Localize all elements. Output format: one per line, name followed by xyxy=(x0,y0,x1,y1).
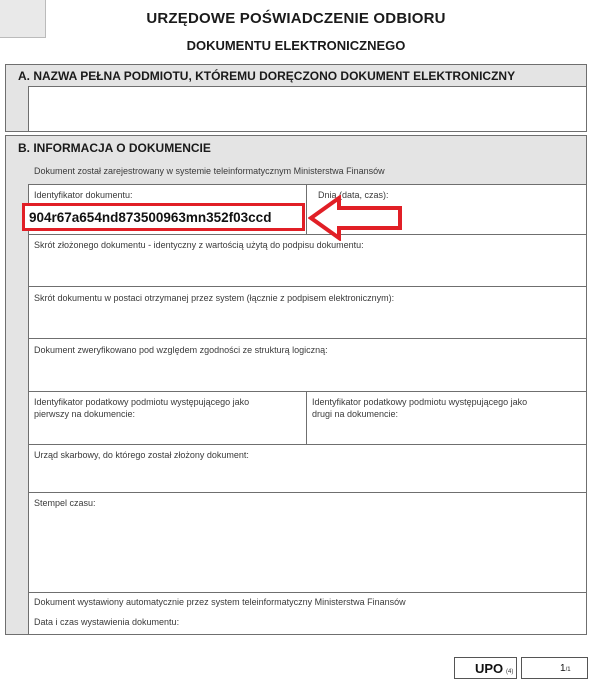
page-number xyxy=(560,663,571,674)
divider xyxy=(306,391,307,444)
taxid-first-label xyxy=(34,396,249,420)
issued-date-label: Data i czas wystawienia dokumentu: xyxy=(34,617,180,627)
date-label: Dnia (data, czas): xyxy=(318,190,389,200)
section-a-label: A. NAZWA PEŁNA PODMIOTU, KTÓREMU DORĘCZONO DOKUMENT ELEKTRONICZNY xyxy=(18,69,516,83)
divider xyxy=(29,286,586,287)
registered-text: Dokument został zarejestrowany w systemie teleinformatycznym Ministerstwa Finansów xyxy=(34,166,385,176)
taxid-first-label-line1: Identyfikator podatkowy podmiotu występującego jako xyxy=(34,397,250,407)
divider xyxy=(29,492,586,493)
divider xyxy=(29,592,586,593)
taxid-second-label-line1: Identyfikator podatkowy podmiotu występującego jako xyxy=(312,397,528,407)
hash-label: Skrót złożonego dokumentu - identyczny z wartością użytą do podpisu dokumentu: xyxy=(34,240,364,250)
verified-label: Dokument zweryfikowano pod względem zgodności ze strukturą logiczną: xyxy=(34,345,328,355)
page-title: URZĘDOWE POŚWIADCZENIE ODBIORU xyxy=(146,10,446,27)
divider xyxy=(29,444,586,445)
section-b-label: B. INFORMACJA O DOKUMENCIE xyxy=(18,141,211,155)
timestamp-label: Stempel czasu: xyxy=(34,498,96,508)
left-arrow-icon xyxy=(308,195,404,241)
taxid-second-label-line2: drugi na dokumencie: xyxy=(312,409,399,419)
form-name: UPO xyxy=(475,661,504,676)
taxid-first-label-line2: pierwszy na dokumencie: xyxy=(34,409,136,419)
document-info-form xyxy=(28,184,587,635)
document-id-value[interactable]: 904r67a654nd873500963mn352f03ccd xyxy=(22,203,305,231)
page-total: /1 xyxy=(565,667,571,673)
divider xyxy=(29,338,586,339)
page-subtitle: DOKUMENTU ELEKTRONICZNEGO xyxy=(186,38,406,53)
divider xyxy=(306,185,307,234)
page-number-box xyxy=(521,657,588,679)
document-id-label: Identyfikator dokumentu: xyxy=(34,190,133,200)
section-a xyxy=(5,64,587,132)
tax-office-label: Urząd skarbowy, do którego został złożony dokument: xyxy=(34,450,249,460)
divider xyxy=(29,391,586,392)
entity-name-field[interactable] xyxy=(28,86,587,132)
taxid-second-label xyxy=(312,396,527,420)
received-hash-label: Skrót dokumentu w postaci otrzymanej przez system (łącznie z podpisem elektronicznym): xyxy=(34,293,395,303)
page-current: 1 xyxy=(560,663,566,674)
issued-text: Dokument wystawiony automatycznie przez system teleinformatyczny Ministerstwa Finansów xyxy=(34,597,406,607)
form-version: (4) xyxy=(506,669,514,675)
form-name-box xyxy=(454,657,517,679)
